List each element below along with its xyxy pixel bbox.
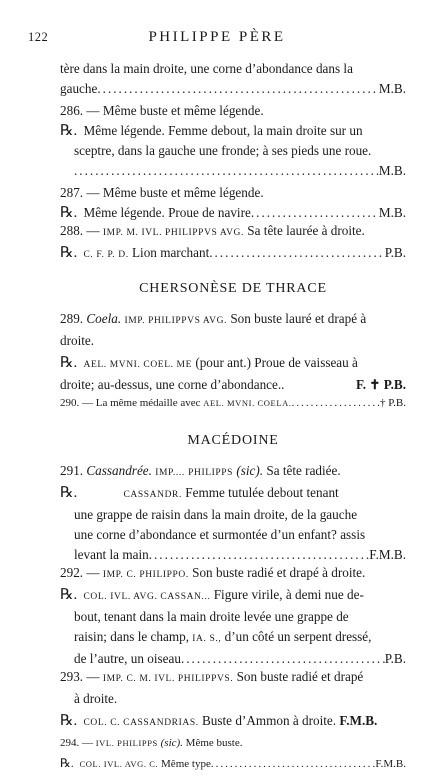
text: Son buste lauré et drapé à <box>230 311 367 326</box>
city-name: Cassandrée. <box>86 463 152 478</box>
entry-292 <box>60 564 406 584</box>
reverse-symbol: ℞. <box>60 205 78 221</box>
reverse-286 <box>60 122 406 140</box>
size-code: F.M.B. <box>375 758 406 770</box>
size-code: F.M.B. <box>369 547 406 562</box>
text: (pour ant.) Proue de vaisseau à <box>195 355 358 370</box>
size-code: M.B. <box>378 81 406 96</box>
legend: CASSANDR. <box>123 490 182 500</box>
entry-number: 288. — <box>60 223 100 238</box>
entry-290 <box>60 394 406 412</box>
entry-294 <box>60 734 406 752</box>
text: gauche <box>60 81 98 96</box>
reverse-291 <box>60 484 406 504</box>
section-heading: CHERSONÈSE DE THRACE <box>139 281 327 296</box>
leader-dots <box>181 650 385 668</box>
size-code: M.B. <box>378 205 406 220</box>
leader-dots <box>292 394 380 412</box>
legend: AEL. MVNI. COELA. <box>203 398 292 408</box>
reverse-symbol: ℞. <box>60 587 78 603</box>
legend: PHILIPPS <box>188 468 234 478</box>
city-name: Coela. <box>86 311 122 326</box>
text-line: à droite. <box>74 691 118 706</box>
page-header <box>28 28 406 46</box>
text: 290. — La même médaille avec <box>60 397 201 409</box>
text: Figure virile, à demi nue de- <box>213 587 364 602</box>
reverse-symbol: ℞. <box>60 756 74 770</box>
text-line <box>60 546 406 564</box>
entry-287: 287. — Même buste et même légende. <box>60 185 264 200</box>
text-line: tère dans la main droite, une corne d’abondance dans la <box>60 61 353 76</box>
entry-293 <box>60 668 406 688</box>
reverse-287 <box>60 204 406 222</box>
text: de l’autre, un oiseau <box>74 651 181 666</box>
page-number: 122 <box>28 30 49 44</box>
legend: IMP. PHILIPPVS AVG. <box>124 316 228 326</box>
text: Même type <box>161 758 211 770</box>
legend: IMP. C. M. IVL. PHILIPPVS. <box>102 674 234 684</box>
entry-289 <box>60 310 406 330</box>
sic-note: (sic). <box>236 463 264 478</box>
text: Femme tutulée debout tenant <box>185 485 339 500</box>
leader-dots <box>251 204 379 222</box>
size-code: F.M.B. <box>339 713 378 728</box>
reverse-symbol: ℞. <box>60 245 78 261</box>
text: Même buste. <box>185 737 243 749</box>
size-code: † P.B. <box>380 397 406 409</box>
text-line: une grappe de raisin dans la main droite, de la gauche <box>74 507 358 522</box>
size-code: F. ✝ P.B. <box>355 377 406 392</box>
entry-291 <box>60 462 406 482</box>
text: Lion marchant <box>131 245 210 260</box>
leader-dots <box>211 755 376 773</box>
entry-286: 286. — Même buste et même légende. <box>60 103 264 118</box>
text-line: une corne d’abondance et surmontée d’un enfant? assis <box>74 527 366 542</box>
reverse-symbol: ℞. <box>60 713 78 729</box>
text: Même légende. Proue de navire <box>83 205 251 220</box>
leader-dots <box>149 546 370 564</box>
text-line <box>60 376 406 394</box>
reverse-292 <box>60 586 406 606</box>
legend: IMP.... <box>155 468 185 478</box>
text-line <box>60 162 406 180</box>
size-code: P.B. <box>384 651 406 666</box>
sic-note: (sic). <box>160 737 183 749</box>
reverse-293 <box>60 712 406 732</box>
page-body <box>60 60 406 775</box>
text: Buste d’Ammon à droite. <box>202 713 337 728</box>
legend: IMP. M. IVL. PHILIPPVS AVG. <box>102 228 244 238</box>
legend: COL. IVL. AVG. C. <box>79 759 159 769</box>
legend: C. F. P. D. <box>83 250 129 260</box>
text-line: bout, tenant dans la main droite levée une grappe de <box>74 609 349 624</box>
entry-288 <box>60 222 406 242</box>
text: levant la main <box>74 547 149 562</box>
leader-dots <box>209 244 384 262</box>
text: Son buste radié et drapé <box>236 669 364 684</box>
section-heading: MACÉDOINE <box>187 433 279 448</box>
reverse-symbol: ℞. <box>60 355 78 371</box>
reverse-294 <box>60 754 406 773</box>
text: droite; au-dessus, une corne d’abondance.. <box>60 377 285 392</box>
reverse-symbol: ℞. <box>60 485 78 501</box>
reverse-symbol: ℞. <box>60 123 78 139</box>
running-title: PHILIPPE PÈRE <box>148 29 286 45</box>
legend: IVL. PHILIPPS <box>95 738 158 748</box>
entry-number: 293. — <box>60 669 100 684</box>
legend: AEL. MVNI. COEL. ME <box>83 360 193 370</box>
text: raisin; dans le champ, <box>74 629 189 644</box>
entry-number: 292. — <box>60 565 100 580</box>
text-line <box>60 650 406 668</box>
text: Même légende. Femme debout, la main droite sur un <box>83 123 363 138</box>
legend: IMP. C. PHILIPPO. <box>102 570 189 580</box>
text-line <box>60 80 406 98</box>
entry-number: 294. — <box>60 737 93 749</box>
leader-dots <box>74 162 379 180</box>
text: d’un côté un serpent dressé, <box>224 629 372 644</box>
text: Sa tête laurée à droite. <box>247 223 365 238</box>
text: Sa tête radiée. <box>266 463 341 478</box>
size-code: M.B. <box>378 163 406 178</box>
legend: COL. IVL. AVG. CASSAN... <box>83 592 211 602</box>
text-line <box>60 628 406 648</box>
entry-number: 291. <box>60 463 84 478</box>
legend: IA. S., <box>192 634 222 644</box>
text-line: sceptre, dans la gauche une fronde; à ses pieds une roue. <box>74 143 372 158</box>
text: Son buste radié et drapé à droite. <box>192 565 366 580</box>
entry-number: 289. <box>60 311 84 326</box>
reverse-288 <box>60 244 406 264</box>
reverse-289 <box>60 354 406 374</box>
leader-dots <box>97 80 379 98</box>
legend: COL. C. CASSANDRIAS. <box>83 718 199 728</box>
text-line: droite. <box>60 333 95 348</box>
size-code: P.B. <box>384 245 406 260</box>
